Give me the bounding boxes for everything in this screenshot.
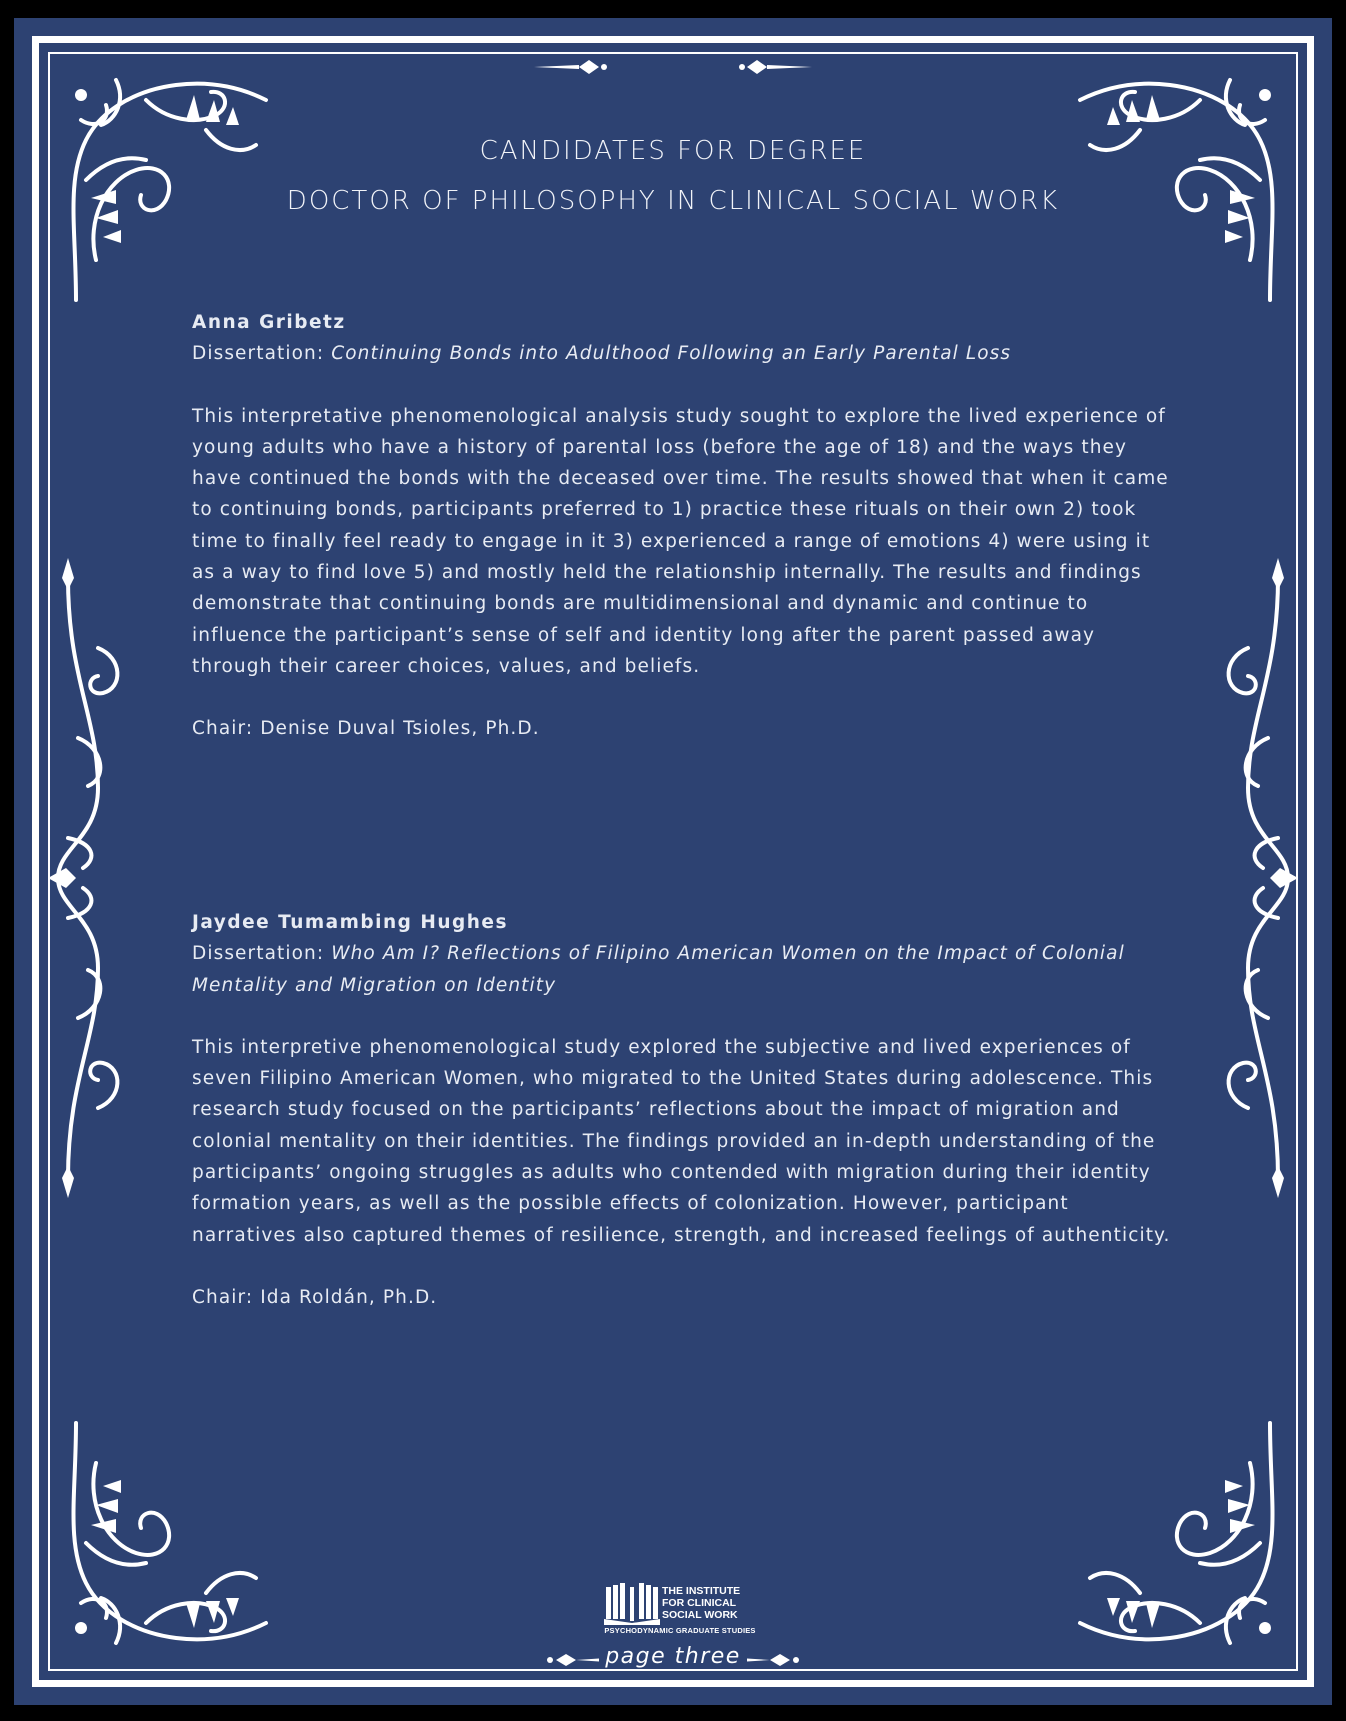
heading-candidates: CANDIDATES FOR DEGREE	[479, 136, 867, 166]
candidate-entry	[192, 907, 1177, 1313]
chair-line: Chair: Ida Roldán, Ph.D.	[192, 1286, 438, 1308]
corner-ornament-bottom-left	[56, 1413, 286, 1663]
corner-ornament-bottom-right	[1060, 1413, 1290, 1663]
side-ornament-left	[38, 558, 128, 1198]
dissertation-line	[192, 938, 1177, 1001]
side-ornament-right	[1218, 558, 1308, 1198]
dissertation-label: Dissertation:	[192, 343, 332, 365]
logo-line: FOR CLINICAL	[662, 1597, 737, 1609]
logo-line: SOCIAL WORK	[662, 1609, 738, 1621]
candidate-entry	[192, 307, 1177, 745]
logo-wordmark	[662, 1585, 740, 1621]
dissertation-title: Who Am I? Reflections of Filipino American Women on the Impact of Colonial Mentality and Migration on Identity	[192, 943, 1125, 996]
abstract-text: This interpretative phenomenological analysis study sought to explore the lived experience of young adults who have a history of parental loss (before the age of 18) and the ways they have continued the bonds with the deceased over time. The results showed that when it came to continuing bonds, participants preferred to 1) practice these rituals on their own 2) took time to finally feel ready to engage in it 3) experienced a range of emotions 4) were using it as a way to find love 5) and mostly held the relationship internally. The results and findings demonstrate that continuing bonds are multidimensional and dynamic and continue to influence the participant’s sense of self and identity long after the parent passed away through their career choices, values, and beliefs.	[192, 405, 1169, 677]
abstract-text: This interpretive phenomenological study explored the subjective and lived experiences of seven Filipino American Women, who migrated to the United States during adolescence. This research study focused on the participants’ reflections about the impact of migration and colonial mentality on their identities. The findings provided an in-depth understanding of the participants’ ongoing struggles as adults who contended with migration during their identity formation years, as well as the possible effects of colonization. However, participant narratives also captured themes of resilience, strength, and increased feelings of authenticity.	[192, 1036, 1171, 1246]
dissertation-label: Dissertation:	[192, 943, 332, 965]
logo-line: THE INSTITUTE	[662, 1585, 741, 1597]
chair-line: Chair: Denise Duval Tsioles, Ph.D.	[192, 718, 540, 740]
document-page	[14, 18, 1332, 1705]
dissertation-title: Continuing Bonds into Adulthood Following an Early Parental Loss	[331, 343, 1012, 365]
logo-tagline: PSYCHODYNAMIC GRADUATE STUDIES	[604, 1626, 756, 1635]
heading-degree: DOCTOR OF PHILOSOPHY IN CLINICAL SOCIAL WORK	[286, 186, 1060, 216]
corner-ornament-top-right	[1060, 60, 1290, 310]
institute-logo	[590, 1583, 770, 1639]
candidate-name: Anna Gribetz	[192, 312, 346, 333]
dissertation-line	[192, 338, 1177, 369]
page-number: page three	[605, 1644, 741, 1669]
corner-ornament-top-left	[56, 60, 286, 310]
book-icon	[604, 1583, 660, 1625]
top-divider-ornament	[534, 52, 812, 82]
candidate-name: Jaydee Tumambing Hughes	[192, 912, 508, 933]
